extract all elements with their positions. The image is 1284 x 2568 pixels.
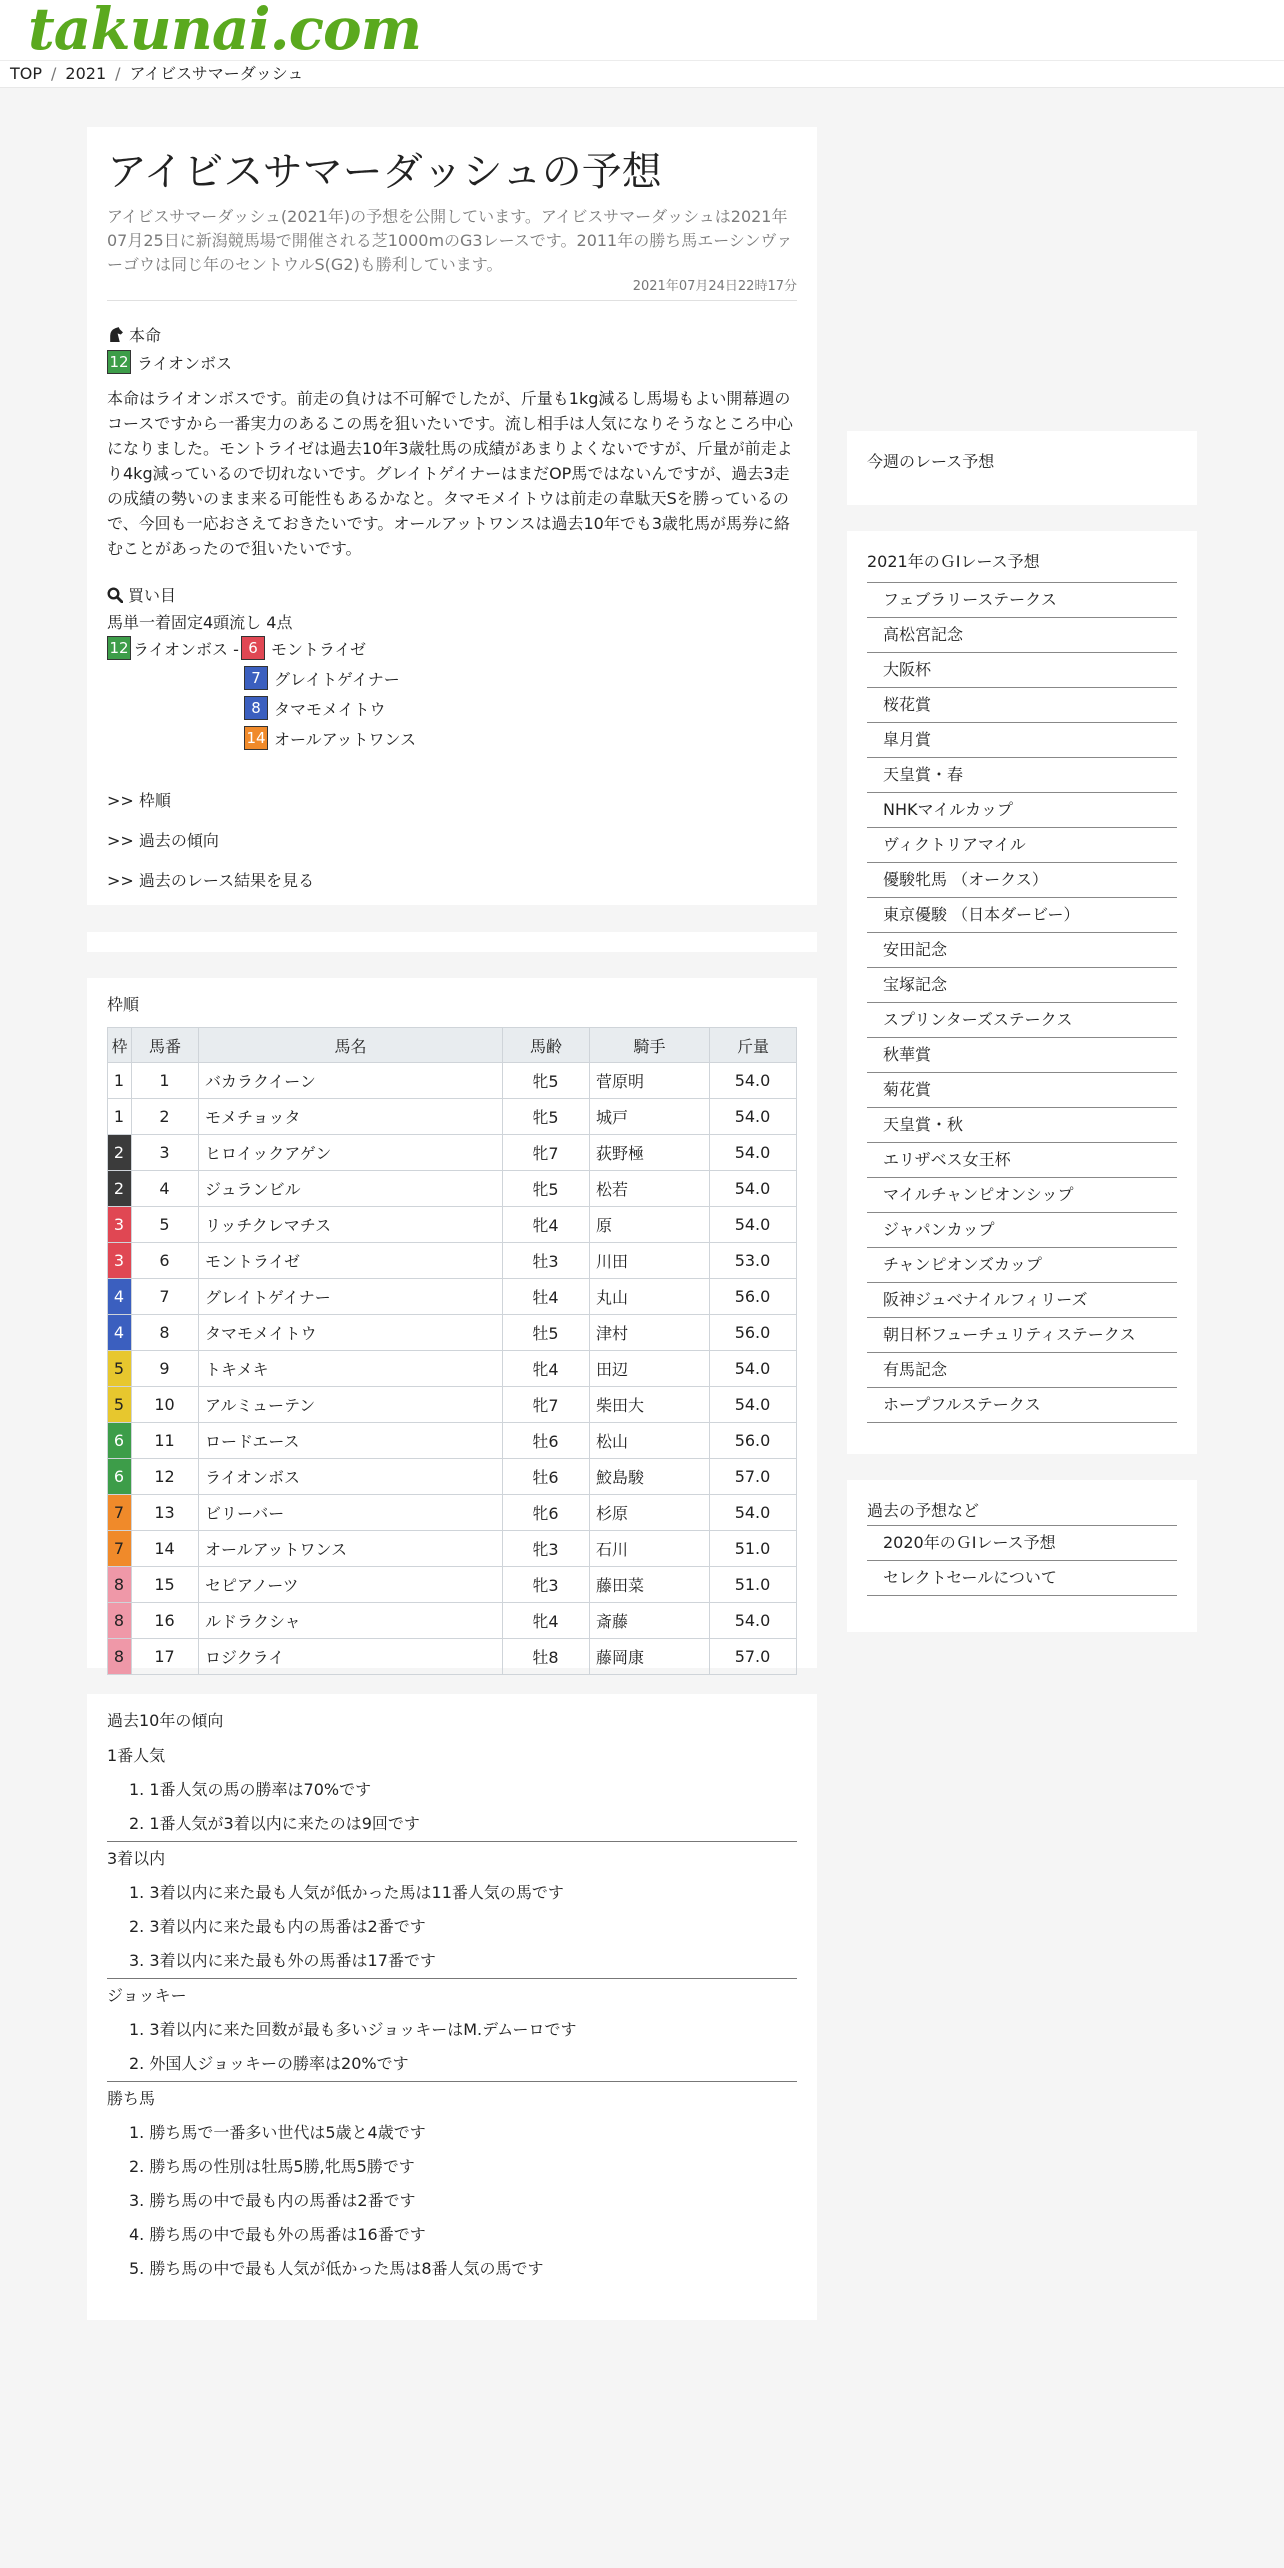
jockey-cell: 鮫島駿 [590, 1459, 710, 1495]
age-cell: 牡6 [503, 1423, 590, 1459]
breadcrumb: TOP / 2021 / アイビスサマーダッシュ [0, 61, 1284, 88]
sidebar-link[interactable]: 宝塚記念 [867, 967, 1177, 1002]
table-row [108, 1279, 797, 1315]
article-body: 本命はライオンボスです。前走の負けは不可解でしたが、斤量も1kg減るし馬場もよい開幕週のコースですから一番実力のあるこの馬を狙いたいです。流し相手は人気になりそうなところ中心になりました。モントライゼは過去10年3歳牡馬の成績があまりよくないですが、斤量が前走より4kg減っているので切れないです。グレイトゲイナーはまだOP馬ではないんですが、過去3走の成績の勢いのまま来る可能性もあるかなと。タマモメイトウは前走の韋駄天Sを勝っているので、今回も一応おさえておきたいです。オールアットワンスは過去10年でも3歳牝馬が馬券に絡むことがあったので狙いたいです。 [107, 389, 793, 558]
buy-label: 買い目 [128, 586, 177, 605]
sidebar-link[interactable]: エリザベス女王杯 [867, 1142, 1177, 1177]
age-cell: 牝6 [503, 1495, 590, 1531]
buy-main-number: 12 [107, 636, 131, 660]
age-cell: 牡5 [503, 1315, 590, 1351]
waku-cell: 8 [108, 1639, 132, 1675]
buy-partner-name: モントライゼ [271, 639, 367, 659]
age-cell: 牝5 [503, 1171, 590, 1207]
jockey-cell: 松山 [590, 1423, 710, 1459]
table-row [108, 1243, 797, 1279]
trend-item: 1. 1番人気の馬の勝率は70%です [129, 1780, 372, 1799]
horse-name-cell: モントライゼ [199, 1243, 503, 1279]
past-card [847, 1480, 1197, 1632]
horse-name-cell: セピアノーツ [199, 1567, 503, 1603]
age-cell: 牝3 [503, 1567, 590, 1603]
trend-section-heading: 1番人気 [107, 1746, 166, 1765]
horse-name-cell: バカラクイーン [199, 1063, 503, 1099]
weight-cell: 54.0 [710, 1135, 797, 1171]
umaban-cell: 16 [132, 1603, 199, 1639]
table-row [108, 1603, 797, 1639]
table-row [108, 1495, 797, 1531]
umaban-cell: 8 [132, 1315, 199, 1351]
jockey-cell: 斎藤 [590, 1603, 710, 1639]
weight-cell: 51.0 [710, 1531, 797, 1567]
sidebar-link[interactable]: スプリンターズステークス [867, 1002, 1177, 1037]
trend-item: 2. 1番人気が3着以内に来たのは9回です [129, 1814, 420, 1833]
waku-cell: 6 [108, 1459, 132, 1495]
age-cell: 牝4 [503, 1351, 590, 1387]
waku-cell: 2 [108, 1135, 132, 1171]
buy-description: 馬単一着固定4頭流し 4点 [107, 613, 293, 632]
honmei-name: ライオンボス [137, 353, 233, 373]
buy-partner-name: グレイトゲイナー [274, 669, 400, 689]
past-title: 過去の予想など [867, 1501, 980, 1520]
article-links [107, 781, 797, 901]
breadcrumb-year[interactable]: 2021 [65, 64, 107, 83]
sidebar-link[interactable]: フェブラリーステークス [867, 582, 1177, 617]
umaban-cell: 6 [132, 1243, 199, 1279]
buy-partner-name: タマモメイトウ [274, 699, 386, 719]
honmei-number: 12 [107, 350, 131, 374]
table-row [108, 1423, 797, 1459]
trend-section-heading: 3着以内 [107, 1849, 166, 1868]
breadcrumb-current: アイビスサマーダッシュ [129, 64, 304, 83]
table-row [108, 1207, 797, 1243]
horse-name-cell: トキメキ [199, 1351, 503, 1387]
sidebar-link[interactable]: ホープフルステークス [867, 1387, 1177, 1423]
horse-name-cell: ロードエース [199, 1423, 503, 1459]
trend-section [107, 1841, 797, 1978]
waku-cell: 1 [108, 1099, 132, 1135]
horse-name-cell: タマモメイトウ [199, 1315, 503, 1351]
trend-item: 1. 3着以内に来た回数が最も多いジョッキーはM.デムーロです [129, 2020, 577, 2039]
waku-cell: 5 [108, 1351, 132, 1387]
umaban-cell: 1 [132, 1063, 199, 1099]
table-row [108, 1135, 797, 1171]
trend-section [107, 1978, 797, 2081]
horse-name-cell: ビリーバー [199, 1495, 503, 1531]
trend-item: 5. 勝ち馬の中で最も人気が低かった馬は8番人気の馬です [129, 2259, 544, 2278]
waku-cell: 3 [108, 1207, 132, 1243]
table-header-row [108, 1028, 797, 1063]
sidebar-link[interactable]: ヴィクトリアマイル [867, 827, 1177, 862]
age-cell: 牝7 [503, 1135, 590, 1171]
trend-item: 2. 3着以内に来た最も内の馬番は2番です [129, 1917, 426, 1936]
col-weight: 斤量 [710, 1028, 797, 1063]
age-cell: 牝3 [503, 1531, 590, 1567]
weight-cell: 54.0 [710, 1099, 797, 1135]
buy-main-name: ライオンボス - [133, 639, 239, 659]
waku-cell: 4 [108, 1279, 132, 1315]
col-jockey: 騎手 [590, 1028, 710, 1063]
trend-section-heading: 勝ち馬 [107, 2089, 156, 2108]
jockey-cell: 石川 [590, 1531, 710, 1567]
site-header [0, 0, 1284, 61]
age-cell: 牝4 [503, 1603, 590, 1639]
link-past-results[interactable]: >> 過去のレース結果を見る [107, 871, 315, 890]
trend-item: 1. 勝ち馬で一番多い世代は5歳と4歳です [129, 2123, 426, 2142]
weight-cell: 54.0 [710, 1387, 797, 1423]
horse-name-cell: アルミューテン [199, 1387, 503, 1423]
umaban-cell: 3 [132, 1135, 199, 1171]
jockey-cell: 荻野極 [590, 1135, 710, 1171]
trend-item: 1. 3着以内に来た最も人気が低かった馬は11番人気の馬です [129, 1883, 564, 1902]
g1-list [867, 582, 1177, 1423]
horse-name-cell: ライオンボス [199, 1459, 503, 1495]
link-waku[interactable]: >> 枠順 [107, 791, 171, 810]
buy-partner-number: 8 [244, 696, 268, 720]
age-cell: 牝7 [503, 1387, 590, 1423]
trend-card [87, 1694, 817, 2320]
umaban-cell: 14 [132, 1531, 199, 1567]
umaban-cell: 7 [132, 1279, 199, 1315]
table-row [108, 1387, 797, 1423]
waku-cell: 7 [108, 1495, 132, 1531]
trend-section-heading: ジョッキー [107, 1986, 187, 2005]
sidebar-link[interactable]: NHKマイルカップ [867, 792, 1177, 827]
jockey-cell: 田辺 [590, 1351, 710, 1387]
page-title: アイビスサマーダッシュの予想 [107, 149, 662, 195]
weight-cell: 56.0 [710, 1279, 797, 1315]
jockey-cell: 杉原 [590, 1495, 710, 1531]
col-age: 馬齢 [503, 1028, 590, 1063]
g1-card [847, 531, 1197, 1454]
past-list [867, 1525, 1177, 1596]
table-row [108, 1315, 797, 1351]
buy-row [107, 693, 797, 723]
honmei-horse [107, 350, 797, 374]
waku-table [107, 1027, 797, 1675]
buy-row [107, 663, 797, 693]
site-logo[interactable]: takunai.com [28, 0, 422, 63]
umaban-cell: 4 [132, 1171, 199, 1207]
weekly-link[interactable]: 今週のレース予想 [867, 452, 995, 471]
breadcrumb-top[interactable]: TOP [10, 64, 43, 83]
sidebar-link[interactable]: 皐月賞 [867, 722, 1177, 757]
waku-cell: 7 [108, 1531, 132, 1567]
weight-cell: 54.0 [710, 1495, 797, 1531]
horse-name-cell: ルドラクシャ [199, 1603, 503, 1639]
horse-name-cell: モメチョッタ [199, 1099, 503, 1135]
sidebar-link[interactable]: 高松宮記念 [867, 617, 1177, 652]
waku-card [87, 978, 817, 1668]
horse-name-cell: ヒロイックアゲン [199, 1135, 503, 1171]
search-icon [107, 587, 123, 603]
article-card [87, 127, 817, 905]
umaban-cell: 11 [132, 1423, 199, 1459]
waku-cell: 8 [108, 1603, 132, 1639]
trend-item: 2. 外国人ジョッキーの勝率は20%です [129, 2054, 409, 2073]
age-cell: 牝5 [503, 1063, 590, 1099]
table-row [108, 1171, 797, 1207]
sidebar-link[interactable]: 大阪杯 [867, 652, 1177, 687]
sidebar-link[interactable]: チャンピオンズカップ [867, 1247, 1177, 1282]
waku-cell: 3 [108, 1243, 132, 1279]
sidebar-link[interactable]: セレクトセールについて [867, 1560, 1177, 1596]
buy-partner-number: 7 [244, 666, 268, 690]
umaban-cell: 5 [132, 1207, 199, 1243]
waku-cell: 5 [108, 1387, 132, 1423]
jockey-cell: 原 [590, 1207, 710, 1243]
table-row [108, 1459, 797, 1495]
jockey-cell: 城戸 [590, 1099, 710, 1135]
table-row [108, 1063, 797, 1099]
age-cell: 牝4 [503, 1207, 590, 1243]
waku-cell: 1 [108, 1063, 132, 1099]
sidebar-link[interactable]: 東京優駿 （日本ダービー） [867, 897, 1177, 932]
umaban-cell: 10 [132, 1387, 199, 1423]
table-row [108, 1639, 797, 1675]
weight-cell: 54.0 [710, 1171, 797, 1207]
trend-title: 過去10年の傾向 [107, 1711, 224, 1730]
umaban-cell: 2 [132, 1099, 199, 1135]
sidebar-link[interactable]: 優駿牝馬 （オークス） [867, 862, 1177, 897]
weight-cell: 53.0 [710, 1243, 797, 1279]
trend-item: 2. 勝ち馬の性別は牡馬5勝,牝馬5勝です [129, 2157, 415, 2176]
buy-partner-name: オールアットワンス [274, 729, 417, 749]
age-cell: 牡6 [503, 1459, 590, 1495]
buy-row [107, 723, 797, 753]
jockey-cell: 丸山 [590, 1279, 710, 1315]
horse-icon [107, 326, 124, 343]
weekly-card [847, 431, 1197, 505]
table-row [108, 1351, 797, 1387]
jockey-cell: 津村 [590, 1315, 710, 1351]
umaban-cell: 13 [132, 1495, 199, 1531]
weight-cell: 54.0 [710, 1207, 797, 1243]
weight-cell: 54.0 [710, 1063, 797, 1099]
weight-cell: 57.0 [710, 1459, 797, 1495]
horse-name-cell: ロジクライ [199, 1639, 503, 1675]
waku-cell: 8 [108, 1567, 132, 1603]
honmei-heading [107, 323, 797, 346]
weight-cell: 54.0 [710, 1603, 797, 1639]
jockey-cell: 松若 [590, 1171, 710, 1207]
age-cell: 牡3 [503, 1243, 590, 1279]
umaban-cell: 12 [132, 1459, 199, 1495]
sidebar-link[interactable]: マイルチャンピオンシップ [867, 1177, 1177, 1212]
trend-item: 4. 勝ち馬の中で最も外の馬番は16番です [129, 2225, 426, 2244]
buy-heading [107, 583, 797, 606]
sidebar-link[interactable]: 阪神ジュベナイルフィリーズ [867, 1282, 1177, 1317]
col-name: 馬名 [199, 1028, 503, 1063]
weight-cell: 57.0 [710, 1639, 797, 1675]
age-cell: 牡8 [503, 1639, 590, 1675]
buy-row [107, 633, 797, 663]
sidebar-link[interactable]: 2020年のＧⅠレース予想 [867, 1525, 1177, 1560]
waku-title: 枠順 [107, 995, 140, 1014]
weight-cell: 51.0 [710, 1567, 797, 1603]
jockey-cell: 川田 [590, 1243, 710, 1279]
sidebar-link[interactable]: 桜花賞 [867, 687, 1177, 722]
weight-cell: 54.0 [710, 1351, 797, 1387]
sidebar-link[interactable]: 有馬記念 [867, 1352, 1177, 1387]
col-umaban: 馬番 [132, 1028, 199, 1063]
sidebar-link[interactable]: ジャパンカップ [867, 1212, 1177, 1247]
honmei-label: 本命 [129, 326, 162, 345]
trend-item: 3. 勝ち馬の中で最も内の馬番は2番です [129, 2191, 416, 2210]
table-row [108, 1567, 797, 1603]
jockey-cell: 藤岡康 [590, 1639, 710, 1675]
umaban-cell: 17 [132, 1639, 199, 1675]
g1-title: 2021年のＧⅠレース予想 [867, 552, 1040, 571]
horse-name-cell: オールアットワンス [199, 1531, 503, 1567]
weight-cell: 56.0 [710, 1315, 797, 1351]
ad-placeholder [87, 932, 817, 952]
waku-cell: 2 [108, 1171, 132, 1207]
buy-partner-number: 6 [241, 636, 265, 660]
weight-cell: 56.0 [710, 1423, 797, 1459]
sidebar-link[interactable]: 天皇賞・秋 [867, 1107, 1177, 1142]
buy-partner-number: 14 [244, 726, 268, 750]
table-row [108, 1099, 797, 1135]
article-date: 2021年07月24日22時17分 [107, 275, 797, 301]
trend-section [107, 2081, 797, 2286]
sidebar-link[interactable]: 菊花賞 [867, 1072, 1177, 1107]
umaban-cell: 9 [132, 1351, 199, 1387]
sidebar-link[interactable]: 天皇賞・春 [867, 757, 1177, 792]
article-lead: アイビスサマーダッシュ(2021年)の予想を公開しています。アイビスサマーダッシュは2021年07月25日に新潟競馬場で開催される芝1000mのG3レースです。2011年の勝ち馬エーシンヴァーゴウは同じ年のセントウルS(G2)も勝利しています。 [107, 207, 793, 274]
sidebar-link[interactable]: 朝日杯フューチュリティステークス [867, 1317, 1177, 1352]
horse-name-cell: グレイトゲイナー [199, 1279, 503, 1315]
sidebar-link[interactable]: 安田記念 [867, 932, 1177, 967]
age-cell: 牡4 [503, 1279, 590, 1315]
horse-name-cell: リッチクレマチス [199, 1207, 503, 1243]
age-cell: 牝5 [503, 1099, 590, 1135]
col-waku: 枠 [108, 1028, 132, 1063]
umaban-cell: 15 [132, 1567, 199, 1603]
link-trend[interactable]: >> 過去の傾向 [107, 831, 219, 850]
waku-cell: 6 [108, 1423, 132, 1459]
jockey-cell: 菅原明 [590, 1063, 710, 1099]
jockey-cell: 柴田大 [590, 1387, 710, 1423]
trend-section [107, 1739, 797, 1841]
horse-name-cell: ジュランビル [199, 1171, 503, 1207]
trend-item: 3. 3着以内に来た最も外の馬番は17番です [129, 1951, 436, 1970]
jockey-cell: 藤田菜 [590, 1567, 710, 1603]
sidebar-link[interactable]: 秋華賞 [867, 1037, 1177, 1072]
waku-cell: 4 [108, 1315, 132, 1351]
table-row [108, 1531, 797, 1567]
